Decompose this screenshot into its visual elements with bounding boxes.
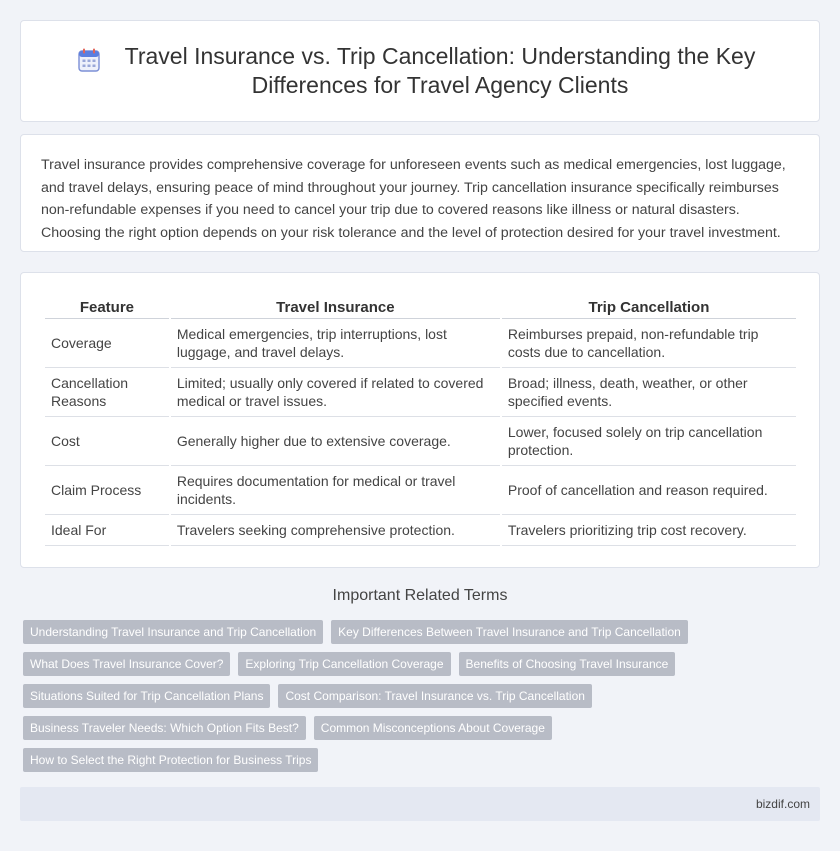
feature-cell: Cost <box>45 417 169 466</box>
trip-cancellation-cell: Reimburses prepaid, non-refundable trip costs due to cancellation. <box>502 319 796 368</box>
page-title: Travel Insurance vs. Trip Cancellation: Understanding the Key Differences for Travel Agency Clients <box>124 43 756 98</box>
travel-insurance-cell: Generally higher due to extensive coverage. <box>171 417 500 466</box>
related-term-tag[interactable]: Business Traveler Needs: Which Option Fits Best? <box>23 716 306 740</box>
feature-cell: Ideal For <box>45 515 169 546</box>
table-row <box>45 368 796 417</box>
travel-insurance-cell: Medical emergencies, trip interruptions, lost luggage, and travel delays. <box>171 319 500 368</box>
comparison-card <box>20 272 820 568</box>
table-row <box>45 515 796 546</box>
related-term-tag[interactable]: Common Misconceptions About Coverage <box>314 716 552 740</box>
travel-insurance-cell: Limited; usually only covered if related to covered medical or travel issues. <box>171 368 500 417</box>
trip-cancellation-cell: Lower, focused solely on trip cancellation protection. <box>502 417 796 466</box>
header-feature: Feature <box>45 293 169 319</box>
related-term-tag[interactable]: Cost Comparison: Travel Insurance vs. Trip Cancellation <box>278 684 591 708</box>
feature-cell: Coverage <box>45 319 169 368</box>
related-term-tag[interactable]: Situations Suited for Trip Cancellation Plans <box>23 684 270 708</box>
feature-cell: Cancellation Reasons <box>45 368 169 417</box>
trip-cancellation-cell: Broad; illness, death, weather, or other specified events. <box>502 368 796 417</box>
intro-card <box>20 134 820 252</box>
table-header-row <box>45 293 796 319</box>
table-row <box>45 417 796 466</box>
related-term-tag[interactable]: Benefits of Choosing Travel Insurance <box>459 652 676 676</box>
title-card <box>20 20 820 122</box>
travel-insurance-cell: Requires documentation for medical or travel incidents. <box>171 466 500 515</box>
related-term-tag[interactable]: How to Select the Right Protection for Business Trips <box>23 748 318 772</box>
related-terms-list <box>23 620 813 772</box>
intro-paragraph: Travel insurance provides comprehensive coverage for unforeseen events such as medical emergencies, lost luggage, and travel delays, ensuring peace of mind throughout your journey. Trip cancellation insurance specifically reimburses non-refundable expenses if you need to cancel your trip due to covered reasons like illness or natural disasters. Choosing the right option depends on your risk tolerance and the level of protection desired for your travel investment. <box>41 157 786 241</box>
travel-insurance-cell: Travelers seeking comprehensive protection. <box>171 515 500 546</box>
header-trip-cancellation: Trip Cancellation <box>502 293 796 319</box>
related-terms-title: Important Related Terms <box>332 587 508 604</box>
footer-brand[interactable]: bizdif.com <box>755 797 810 811</box>
table-row <box>45 466 796 515</box>
comparison-table <box>43 293 798 546</box>
feature-cell: Claim Process <box>45 466 169 515</box>
trip-cancellation-cell: Proof of cancellation and reason required. <box>502 466 796 515</box>
related-term-tag[interactable]: What Does Travel Insurance Cover? <box>23 652 230 676</box>
related-term-tag[interactable]: Exploring Trip Cancellation Coverage <box>238 652 450 676</box>
header-travel-insurance: Travel Insurance <box>171 293 500 319</box>
trip-cancellation-cell: Travelers prioritizing trip cost recovery. <box>502 515 796 546</box>
footer <box>20 787 820 821</box>
related-term-tag[interactable]: Understanding Travel Insurance and Trip Cancellation <box>23 620 323 644</box>
related-term-tag[interactable]: Key Differences Between Travel Insurance and Trip Cancellation <box>331 620 688 644</box>
table-row <box>45 319 796 368</box>
